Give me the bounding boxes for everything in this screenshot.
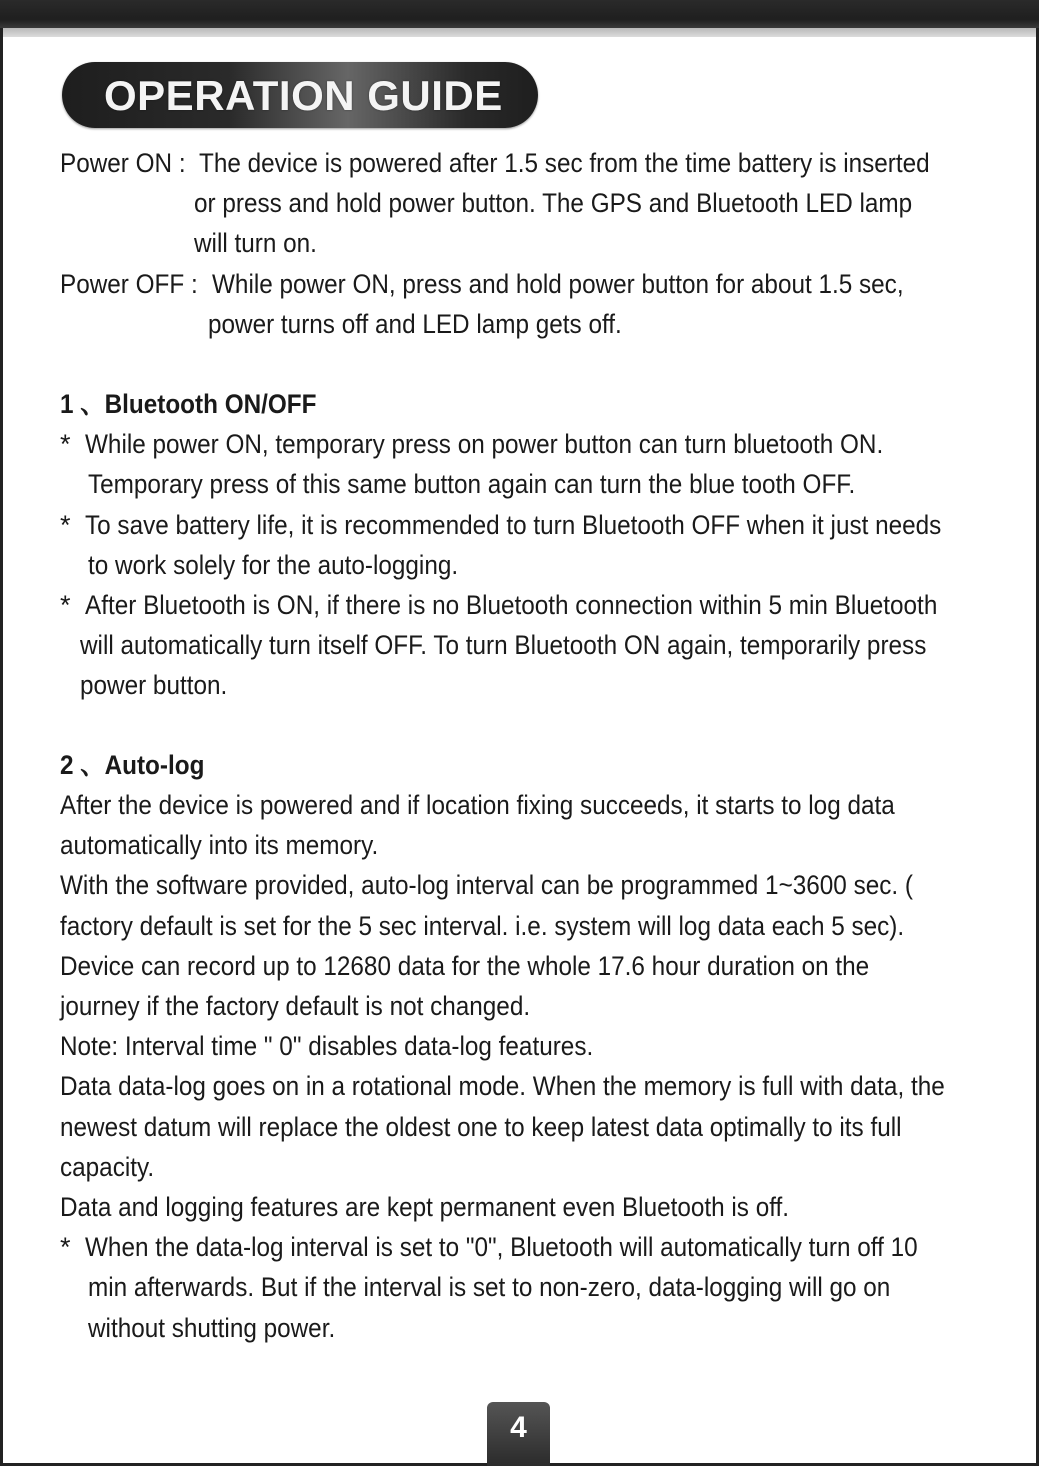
autolog-note-text: without shutting power.: [88, 1313, 336, 1343]
power-on-text: or press and hold power button. The GPS and Bluetooth LED lamp: [194, 188, 913, 218]
autolog-note-text: When the data-log interval is set to "0", Bluetooth will automatically turn off 10: [85, 1232, 918, 1262]
bluetooth-item-text: power button.: [80, 670, 228, 700]
section-heading-bluetooth: 1 、Bluetooth ON/OFF: [60, 389, 317, 419]
autolog-text: With the software provided, auto-log interval can be programmed 1~3600 sec. (: [60, 870, 913, 900]
autolog-text: Device can record up to 12680 data for the whole 17.6 hour duration on the: [60, 951, 870, 981]
bluetooth-item-text: will automatically turn itself OFF. To turn Bluetooth ON again, temporarily press: [80, 630, 927, 660]
power-on-text: will turn on.: [194, 228, 317, 258]
section-heading-autolog: 2 、Auto-log: [60, 750, 205, 780]
bluetooth-item-text: After Bluetooth is ON, if there is no Bluetooth connection within 5 min Bluetooth: [85, 590, 938, 620]
top-bar: [0, 0, 1039, 28]
bluetooth-item-text: To save battery life, it is recommended to turn Bluetooth OFF when it just needs: [85, 510, 942, 540]
power-off-text: While power ON, press and hold power button for about 1.5 sec,: [212, 269, 904, 299]
autolog-text: capacity.: [60, 1152, 155, 1182]
bluetooth-item-text: While power ON, temporary press on power button can turn bluetooth ON.: [85, 429, 884, 459]
autolog-text: automatically into its memory.: [60, 830, 379, 860]
autolog-text: factory default is set for the 5 sec interval. i.e. system will log data each 5 sec).: [60, 911, 905, 941]
page-border-left: [0, 28, 3, 1466]
bullet-star: *: [60, 590, 71, 620]
bullet-star: *: [60, 429, 71, 459]
bullet-star: *: [60, 1232, 71, 1262]
autolog-text: newest datum will replace the oldest one to keep latest data optimally to its full: [60, 1112, 902, 1142]
power-off-text: power turns off and LED lamp gets off.: [208, 309, 622, 339]
autolog-text: After the device is powered and if location fixing succeeds, it starts to log data: [60, 790, 895, 820]
autolog-text: Data and logging features are kept permanent even Bluetooth is off.: [60, 1192, 790, 1222]
bullet-star: *: [60, 510, 71, 540]
power-on-label: Power ON :: [60, 148, 186, 178]
top-bar-shadow: [0, 28, 1039, 37]
bluetooth-item-text: to work solely for the auto-logging.: [88, 550, 459, 580]
autolog-note-text: min afterwards. But if the interval is set to non-zero, data-logging will go on: [88, 1272, 891, 1302]
autolog-text: journey if the factory default is not changed.: [60, 991, 531, 1021]
power-on-text: The device is powered after 1.5 sec from the time battery is inserted: [199, 148, 930, 178]
bluetooth-item-text: Temporary press of this same button again can turn the blue tooth OFF.: [88, 469, 856, 499]
autolog-text: Data data-log goes on in a rotational mode. When the memory is full with data, the: [60, 1071, 945, 1101]
autolog-text: Note: Interval time " 0" disables data-log features.: [60, 1031, 594, 1061]
page-number: 4: [510, 1411, 527, 1444]
page-title: OPERATION GUIDE: [104, 72, 503, 119]
power-off-label: Power OFF :: [60, 269, 198, 299]
